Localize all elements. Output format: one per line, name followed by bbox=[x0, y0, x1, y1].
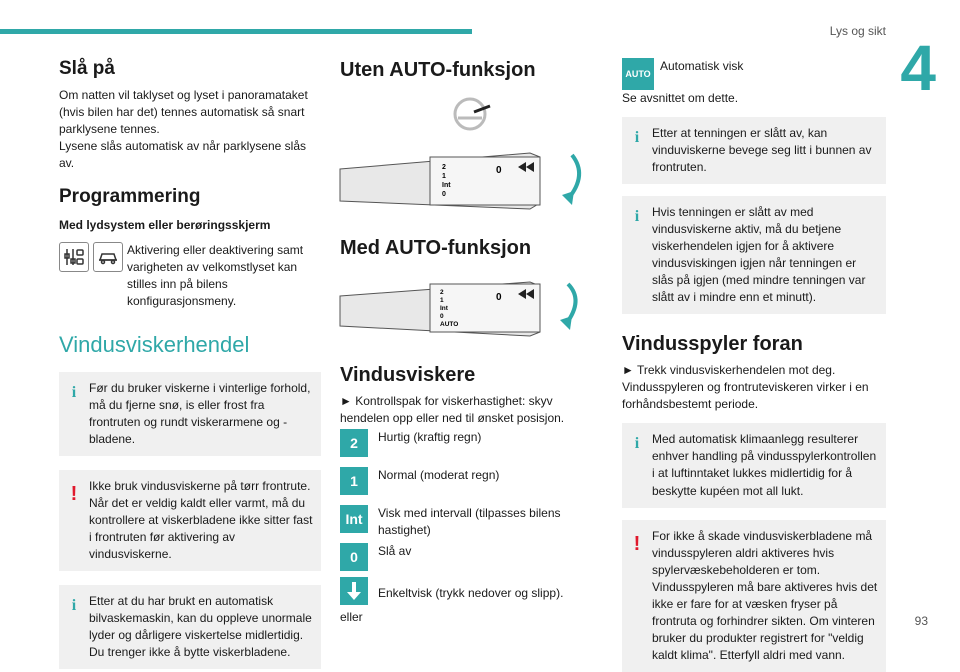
svg-text:2: 2 bbox=[440, 289, 444, 296]
settings-sliders-icon bbox=[59, 242, 89, 272]
lever-label-0: 0 bbox=[442, 191, 446, 198]
info-icon: i bbox=[634, 435, 640, 453]
info-icon: i bbox=[634, 129, 640, 147]
column-middle bbox=[340, 52, 590, 626]
note-info-ignition-off: i Etter at tenningen er slått av, kan vinduviskerne bevege seg litt i bunnen av frontruten. bbox=[622, 117, 886, 184]
wiper-lever-illustration-basic bbox=[340, 145, 590, 222]
speed-code-2: 2 bbox=[340, 429, 368, 457]
wipers-intro: ► Kontrollspak for viskerhastighet: skyv hendelen opp eller ned til ønsket posisjon. bbox=[340, 394, 565, 426]
heading-programming: Programmering bbox=[59, 185, 201, 207]
speed-list bbox=[340, 429, 590, 605]
arrow-down-icon bbox=[340, 577, 368, 605]
chapter-number: 4 bbox=[900, 32, 936, 104]
note-info-climate: i Med automatisk klimaanlegg resulterer enhver handling på vindusspylerkontrollen i at luftinntaket lukkes midlertidig for å beskytte kupéen mot all lukt. bbox=[622, 423, 886, 507]
auto-wipe-icon: AUTO bbox=[622, 58, 654, 90]
speed-item-single: Enkeltvisk (trykk nedover og slipp). bbox=[340, 577, 590, 605]
note-info-winter: i Før du bruker viskerne i vinterlige forhold, må du fjerne snø, is eller frost fra frontruten og rundt viskerarmene og -bladene. bbox=[59, 372, 321, 456]
speed-item-fast: 2 Hurtig (kraftig regn) bbox=[340, 429, 590, 457]
programming-text: Aktivering eller deaktivering samt varigheten av velkomstlyset kan stilles inn på bilens konfigurasjonsmeny. bbox=[127, 242, 304, 308]
heading-wipers: Vindusviskere bbox=[340, 364, 476, 386]
speed-code-0: 0 bbox=[340, 543, 368, 571]
header-accent-bar bbox=[0, 29, 472, 34]
column-left bbox=[59, 52, 321, 669]
heading-wiper-lever: Vindusviskerhendel bbox=[59, 331, 250, 357]
heading-no-auto: Uten AUTO-funksjon bbox=[340, 59, 536, 81]
wiper-lever-illustration-auto bbox=[340, 278, 590, 345]
column-right bbox=[622, 52, 886, 672]
note-info-ignition-restart: i Hvis tenningen er slått av med vindusviskerne aktiv, må du betjene viskerhendelen igjen for å aktivere vindusviskingen igjen når tenningen er slås på igjen (med mindre tenningen var slått av i mindre enn et minutt). bbox=[622, 196, 886, 314]
paragraph-on: Om natten vil taklyset og lyset i panoramataket (hvis bilen har det) tennes automatisk så snart parklysene tennes. bbox=[59, 87, 308, 136]
note-warning-washer: ! For ikke å skade vindusviskerbladene må vindusspyleren aldri aktiveres hvis spylervæskebeholderen er tom. Vindusspyleren må bare aktiveres hvis det ikke er fare for at væsken fryser på frontruta og forhindrer sikten. Om vinteren bruker du produkter registrert for "veldig kaldt klima". Etterfyll aldri med vann. bbox=[622, 520, 886, 672]
page-number: 93 bbox=[914, 614, 928, 628]
see-section-text: Se avsnittet om dette. bbox=[622, 91, 739, 105]
svg-text:0: 0 bbox=[496, 292, 502, 303]
heading-auto: Med AUTO-funksjon bbox=[340, 237, 532, 259]
speed-item-normal: 1 Normal (moderat regn) bbox=[340, 467, 590, 495]
paragraph-off: Lysene slås automatisk av når parklysene slås av. bbox=[59, 138, 307, 170]
svg-text:Int: Int bbox=[440, 305, 448, 312]
programming-subtitle: Med lydsystem eller berøringsskjerm bbox=[59, 217, 271, 232]
speed-code-int: Int bbox=[340, 505, 368, 533]
heading-washer: Vindusspyler foran bbox=[622, 333, 803, 356]
info-icon: i bbox=[634, 208, 640, 226]
speed-item-intermittent: Int Visk med intervall (tilpasses bilens hastighet) bbox=[340, 505, 590, 539]
lever-label-int: Int bbox=[442, 182, 451, 189]
lever-label-zero: 0 bbox=[496, 165, 502, 176]
auto-wipe-label: Automatisk visk bbox=[660, 59, 744, 73]
auto-wipe-row bbox=[622, 58, 886, 90]
warning-icon: ! bbox=[633, 532, 641, 555]
programming-row bbox=[59, 242, 321, 310]
info-icon: i bbox=[71, 597, 77, 615]
speed-code-1: 1 bbox=[340, 467, 368, 495]
steering-wheel-illustration bbox=[340, 96, 590, 137]
lever-label-auto: AUTO bbox=[440, 321, 459, 328]
note-warning-dry: ! Ikke bruk vindusviskerne på tørr frontrute. Når det er veldig kaldt eller varmt, må du kontrollere at viskerbladene ikke sitter fast i frontruten før aktivering av vindusviskerne. bbox=[59, 470, 321, 571]
warning-icon: ! bbox=[70, 483, 78, 506]
heading-on: Slå på bbox=[59, 58, 115, 79]
note-info-carwash: i Etter at du har brukt en automatisk bilvaskemaskin, kan du oppleve unormale lyder og dårligere viskertelse midlertidig. Du trenger ikke å bytte viskerbladene. bbox=[59, 585, 321, 669]
eller-text: eller bbox=[340, 609, 363, 624]
section-title: Lys og sikt bbox=[829, 24, 886, 38]
svg-text:0: 0 bbox=[440, 313, 444, 320]
svg-text:1: 1 bbox=[440, 297, 444, 304]
lever-label-1: 1 bbox=[442, 173, 446, 180]
lever-label-2: 2 bbox=[442, 164, 446, 171]
speed-item-off: 0 Slå av bbox=[340, 543, 590, 571]
car-icon bbox=[93, 242, 123, 272]
washer-text: ► Trekk vindusviskerhendelen mot deg. Vindusspyleren og frontruteviskeren virker i en forhåndsbestemt periode. bbox=[622, 363, 869, 412]
info-icon: i bbox=[71, 383, 77, 401]
